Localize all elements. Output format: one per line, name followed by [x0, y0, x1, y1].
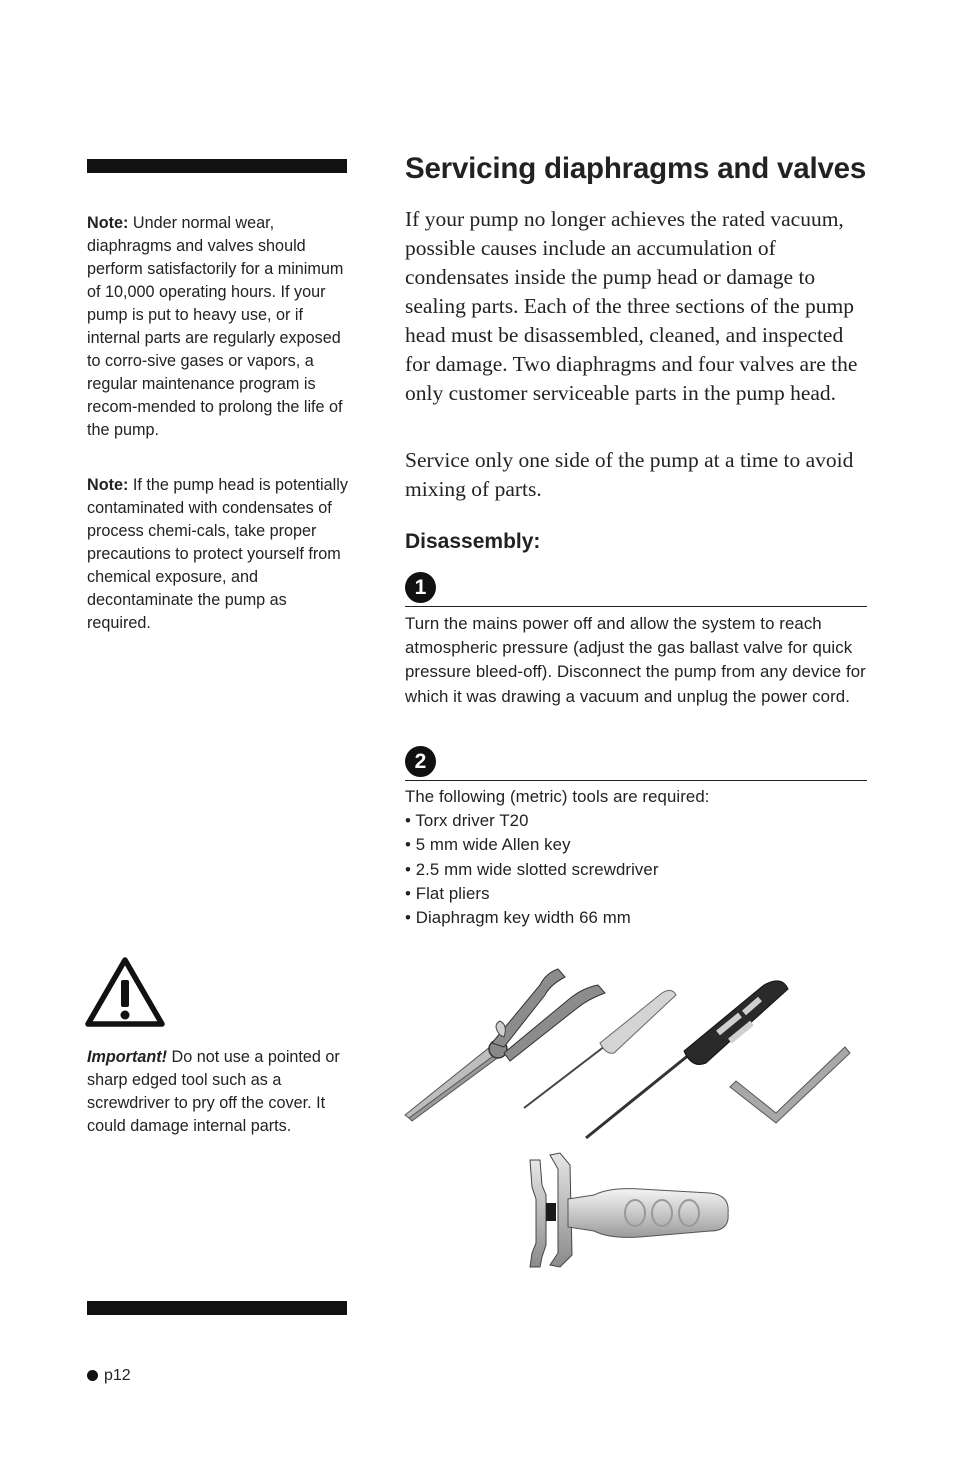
- torx-driver-image: [586, 981, 788, 1138]
- note-text: Under normal wear, diaphragms and valves should perform satisfactorily for a minimum of 10,000 operating hours. If your pump is put to heavy use, or if internal parts are regularly exposed to corro-sive gases or vapors, a regular maintenance program is recom-mended to prolong the life of the pump.: [87, 214, 344, 439]
- allen-key-image: [730, 1047, 850, 1123]
- page-number: [87, 1367, 131, 1385]
- step-2-content: [405, 785, 870, 930]
- awl-image: [524, 990, 676, 1108]
- list-item: • 2.5 mm wide slotted screwdriver: [405, 859, 659, 879]
- section-heading: Disassembly:: [405, 530, 541, 553]
- step-1-text: Turn the mains power off and allow the system to reach atmospheric pressure (adjust the gas ballast valve for quick pressure bleed-off). Disconnect the pump from any device for which it was drawing a vacuum and unplug the power cord.: [405, 614, 866, 706]
- step-number-badge: 1: [405, 572, 436, 603]
- warning-triangle-icon: [85, 956, 165, 1028]
- note-normal-wear: [87, 212, 349, 452]
- list-item: • 5 mm wide Allen key: [405, 835, 571, 855]
- sidebar-top-rule: [87, 159, 347, 173]
- note-text: If the pump head is potentially contaminated with condensates of process chemi-cals, take proper precautions to protect yourself from chemical exposure, and decontaminate the pump as required.: [87, 476, 348, 632]
- list-item: • Torx driver T20: [405, 811, 529, 831]
- bullet-icon: [87, 1370, 98, 1381]
- diaphragm-key-image: [530, 1153, 728, 1267]
- note-label: Note:: [87, 476, 129, 494]
- tools-photo: [400, 955, 870, 1275]
- tools-list: [405, 809, 870, 930]
- step-2-header: [405, 746, 867, 781]
- page-title: Servicing diaphragms and valves: [405, 152, 867, 185]
- sidebar-bottom-rule: [87, 1301, 347, 1315]
- list-item: • Diaphragm key width 66 mm: [405, 908, 631, 928]
- page-number-text: p12: [104, 1367, 131, 1384]
- intro-paragraph-2: Service only one side of the pump at a time to avoid mixing of parts.: [405, 448, 854, 501]
- important-text: Do not use a pointed or sharp edged tool such as a screwdriver to pry off the cover. It could damage internal parts.: [87, 1048, 340, 1135]
- important-label: Important!: [87, 1048, 168, 1066]
- list-item: • Flat pliers: [405, 883, 490, 903]
- note-label: Note:: [87, 214, 129, 232]
- tools-lead: The following (metric) tools are required:: [405, 787, 710, 806]
- step-number-badge: 2: [405, 746, 436, 777]
- intro-paragraph: If your pump no longer achieves the rated vacuum, possible causes include an accumulation of condensates inside the pump head or damage to sealing parts. Each of the three sections of the pump head must be disassembled, cleaned, and inspected for damage. Two diaphragms and four valves are the only customer serviceable parts in the pump head.: [405, 207, 858, 405]
- pliers-image: [405, 969, 605, 1121]
- note-contamination: [87, 474, 349, 645]
- important-notice: [87, 1046, 349, 1148]
- step-1-header: [405, 572, 867, 607]
